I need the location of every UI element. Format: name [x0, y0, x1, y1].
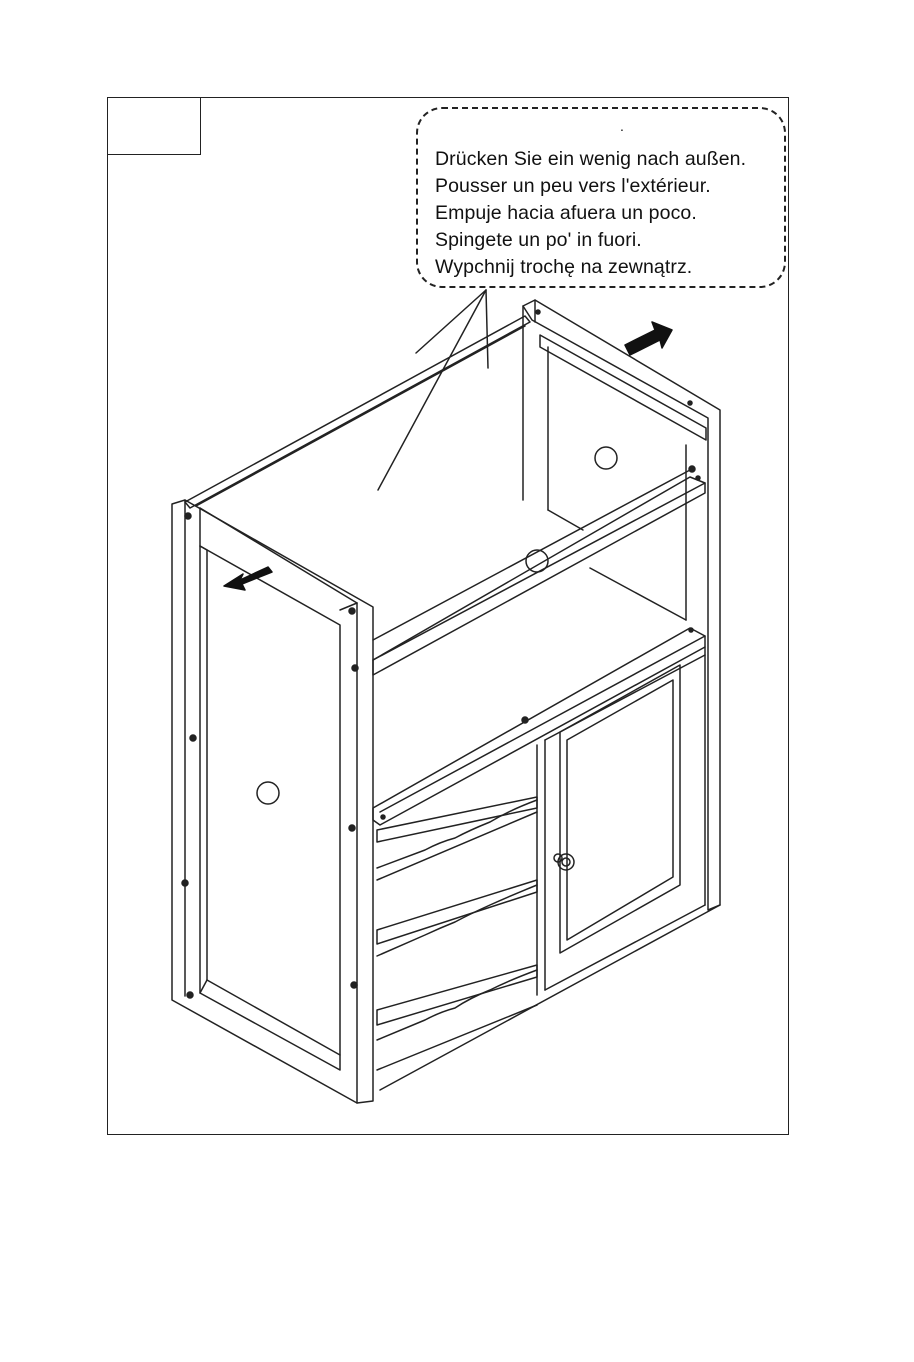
- note-marker: .: [620, 118, 624, 134]
- right-side-panel: [523, 300, 720, 910]
- wine-rack: [377, 797, 720, 1090]
- left-side-panel: [172, 500, 373, 1103]
- push-arrows: [224, 322, 672, 590]
- note-line-french: Pousser un peu vers l'extérieur.: [435, 175, 711, 197]
- cabinet-door: [537, 647, 705, 995]
- note-line-spanish: Empuje hacia afuera un poco.: [435, 202, 697, 224]
- counter-top: [373, 628, 705, 825]
- note-line-german: Drücken Sie ein wenig nach außen.: [435, 148, 747, 170]
- top-back-rail: [185, 316, 530, 508]
- note-line-italian: Spingete un po' in fuori.: [435, 229, 642, 251]
- leader-lines: [378, 290, 488, 490]
- note-line-polish: Wypchnij trochę na zewnątrz.: [435, 256, 693, 278]
- upper-shelf: [373, 470, 705, 675]
